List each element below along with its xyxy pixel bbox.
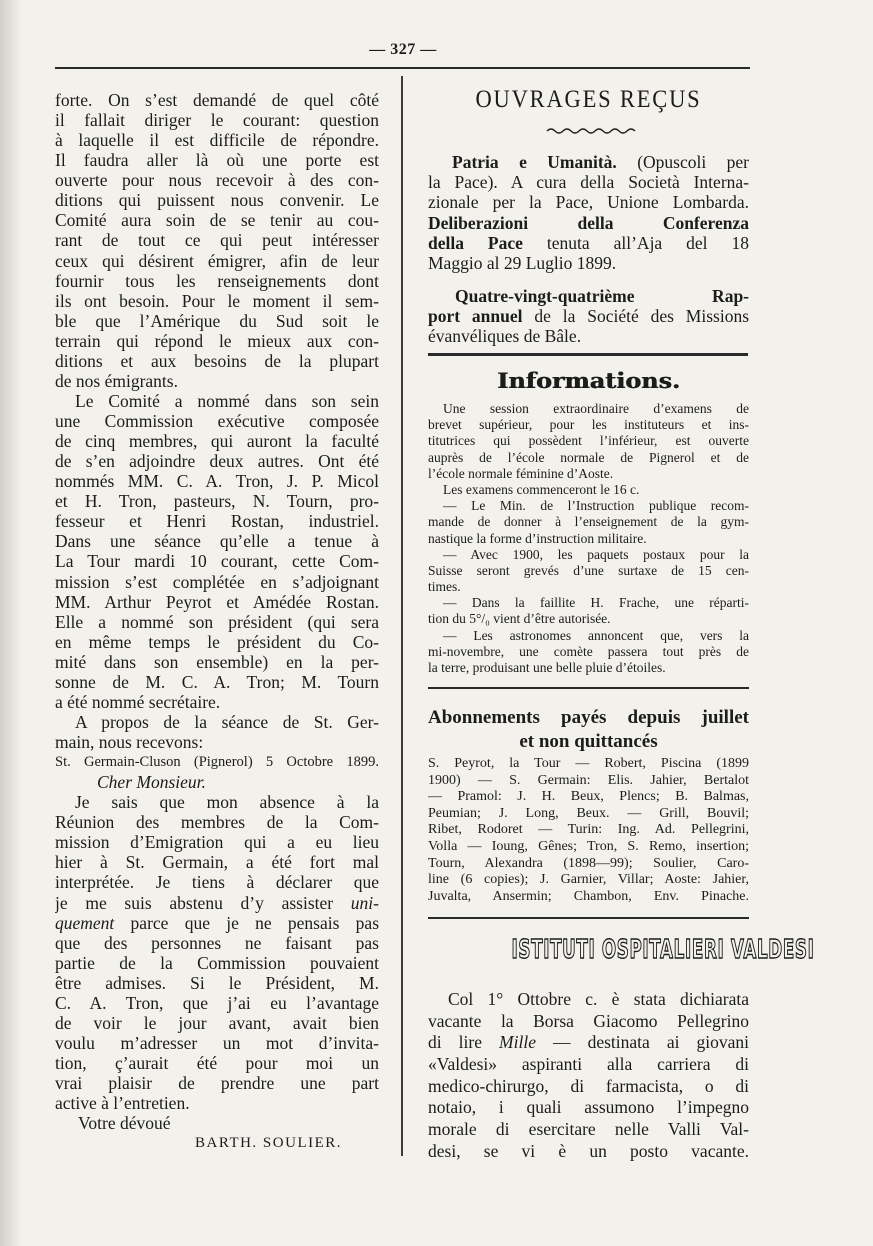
text-line: Une session extraordinaire d’examens de [443, 401, 749, 416]
text-line [55, 913, 379, 933]
bold-text: Patria e Umanità. [452, 152, 617, 172]
heading-text: ISTITUTI OSPITALIERI VALDESI [511, 935, 815, 965]
text-line: sonne de M. C. A. Tron; M. Tourn [55, 671, 379, 692]
letter-closing: Votre dévoué [78, 1113, 171, 1134]
text-line [428, 152, 749, 172]
text-line: Comité aura soin de se tenir au cou- [55, 210, 379, 231]
text-line: — Les astronomes annoncent que, vers la [443, 627, 749, 643]
abonnements-heading [428, 706, 749, 754]
left-column [55, 90, 379, 1153]
text-line: interprétée. Je tiens à déclarer que [55, 872, 379, 893]
news-item [428, 482, 749, 498]
text-line [428, 1032, 749, 1054]
italic-text: Mille [499, 1032, 536, 1053]
text-line: «Valdesi» aspiranti alla carriera di [428, 1054, 749, 1075]
text-line: — Avec 1900, les paquets postaux pour la [443, 546, 749, 562]
text-line: ditions qui puissent nous convenir. Le [55, 190, 379, 211]
news-item [428, 401, 749, 482]
text-line: Peumian; J. Long, Beux. — Grill, Bouvil; [428, 805, 749, 821]
text-line: Juvalta, Ansermin; Chambon, Env. Pinache. [428, 888, 749, 904]
text-line: desi, se vi è un posto vacante. [428, 1140, 749, 1161]
page-number: — 327 — [369, 41, 437, 58]
text-line: mi-novembre, une comète passera tout près de [428, 643, 749, 659]
text-line: mission s’est complétée en s’adjoignant [55, 571, 379, 592]
text-line: Elle a nommé son président (qui sera [55, 611, 379, 632]
heading-line: Abonnements payés depuis juillet [428, 707, 749, 728]
text-line: que des personnes ne faisant pas [55, 932, 379, 953]
text-line: vrai plaisir de prendre une part [55, 1073, 379, 1094]
ouvrages-entry [428, 152, 749, 273]
text-line: titutrices qui possèdent l’inférieur, est ouverte [428, 433, 749, 449]
text-line: de cinq membres, qui auront la faculté [55, 431, 379, 452]
text-line: line (6 copies); J. Garnier, Villar; Aoste: Jahier, [428, 872, 749, 888]
text-segment: — destinata ai giovani [535, 1032, 749, 1053]
article-paragraph [55, 712, 379, 752]
text-line: 1900) — S. Germain: Elis. Jahier, Bertalot [428, 772, 749, 788]
text-line: ditions et aux besoins de la plupart [55, 350, 379, 371]
text-line: nommés MM. C. A. Tron, J. P. Micol [55, 471, 379, 492]
ouvrages-recus-heading [428, 86, 749, 114]
text-line: Volla — Ioung, Gênes; Tron, S. Remo, insertion; [428, 838, 749, 854]
istituti-notice [428, 989, 749, 1163]
text-line: a été nommé secrétaire. [55, 691, 221, 712]
text-line: Il faudra aller là où une porte est [55, 150, 379, 171]
text-line: brevet supérieur, pour les instituteurs et ins- [428, 417, 749, 433]
text-line: forte. On s’est demandé de quel côté [55, 90, 379, 110]
text-line: notaio, i quali assumono l’impegno [428, 1097, 749, 1118]
text-line: — Dans la faillite H. Frache, une réparti- [443, 595, 749, 611]
text-line: ils ont besoin. Pour le moment il sem- [55, 290, 379, 311]
text-line [428, 306, 749, 326]
bold-text: della Pace [428, 232, 523, 253]
section-rule [428, 353, 748, 356]
text-line: de voir le jour avant, avait bien [55, 1012, 379, 1033]
text-line: mité dans son ensemble) en la per- [55, 651, 379, 672]
ouvrages-entry [428, 286, 749, 347]
text-line: ouverte pour nous recevoir à des con- [55, 170, 379, 191]
column-divider [401, 76, 403, 1156]
ornament-divider [545, 124, 640, 136]
text-line: il fallait diriger le courant: question [55, 110, 379, 131]
bold-text: Deliberazioni della Conferenza [428, 212, 749, 233]
bold-text: Quatre-vingt-quatrième Rap- [455, 286, 749, 306]
text-line: mission d’Emigration qui a eu lieu [55, 832, 379, 853]
text-line: l’école normale féminine d’Aoste. [428, 465, 614, 481]
news-item [428, 498, 749, 547]
text-line: à laquelle il est difficile de répondre. [55, 130, 379, 151]
text-line: en même temps le président du Co- [55, 631, 379, 652]
heading-text: OUVRAGES REÇUS [475, 86, 702, 113]
text-line: — Pramol: J. H. Beux, Plencs; B. Balmas, [428, 789, 749, 805]
text-line: MM. Arthur Peyrot et Amédée Rostan. [55, 591, 379, 612]
text-line: fournir tous les renseignements dont [55, 270, 379, 291]
text-line: Réunion des membres de la Com- [55, 812, 379, 833]
text-line: S. Peyrot, la Tour — Robert, Piscina (1899 [428, 756, 749, 771]
heading-line: et non quittancés [519, 731, 658, 752]
text-line: active à l’entretien. [55, 1093, 190, 1114]
italic-text: quement [55, 912, 115, 933]
text-line: medico-chirurgo, di farmacista, o di [428, 1075, 749, 1096]
text-line: morale di esercitare nelle Valli Val- [428, 1119, 749, 1140]
text-line: voulu m’adresser un mot d’invita- [55, 1032, 379, 1053]
text-line: être admises. Si le Président, M. [55, 972, 379, 993]
text-line: Maggio al 29 Luglio 1899. [428, 252, 617, 273]
informations-section [428, 401, 749, 676]
text-line: auprès de l’école normale de Pignerol et de [428, 449, 749, 465]
text-line: ble que l’Amérique du Sud soit le [55, 310, 379, 331]
letter-signature: BARTH. SOULIER. [195, 1135, 343, 1152]
text-line: times. [428, 579, 461, 595]
news-item [428, 547, 749, 596]
text-segment: di lire [428, 1032, 500, 1053]
text-line [428, 213, 749, 233]
letter-salutation: Cher Monsieur. [97, 772, 206, 793]
header-rule [55, 67, 750, 69]
text-line: Les examens commenceront le 16 c. [443, 481, 640, 497]
text-line: la terre, produisant une belle pluie d’étoiles. [428, 660, 666, 675]
text-line: de nos émigrants. [55, 370, 178, 391]
text-segment: de la Société des Missions [522, 306, 749, 327]
section-rule [428, 687, 749, 689]
news-item [428, 595, 749, 627]
text-line: fesseur et Henri Rostan, industriel. [55, 511, 379, 532]
scan-edge-shadow [0, 0, 22, 1246]
text-line: main, nous recevons: [55, 732, 204, 752]
abonnements-list [428, 756, 749, 905]
text-line: nastique la forme d’instruction militaire. [428, 530, 647, 546]
text-segment: je me suis abstenu d’y assister [55, 892, 351, 913]
text-line: Dans une séance qu’elle a tenue à [55, 531, 379, 552]
text-line: tion du 5°/₀ vient d’être autorisée. [428, 611, 611, 627]
text-segment: parce que je ne pensais pas [114, 912, 379, 933]
text-line: ceux qui désirent émigrer, afin de leur [55, 250, 379, 271]
text-line: Le Comité a nommé dans son sein [75, 390, 379, 411]
text-line: évanvéliques de Bâle. [428, 326, 582, 347]
text-line: mande de donner à l’enseignement de la gym- [428, 514, 749, 530]
text-line: Suisse seront grevés d’une surtaxe de 15 cen- [428, 562, 749, 578]
text-line: La Tour mardi 10 courant, cette Com- [55, 551, 379, 572]
text-line: et H. Tron, pasteurs, N. Tourn, pro- [55, 491, 379, 512]
text-line [55, 893, 379, 913]
text-line: terrain qui répond le mieux aux con- [55, 330, 379, 351]
italic-text: uni- [350, 892, 379, 913]
section-rule [428, 917, 749, 919]
text-line: zionale per la Pace, Unione Lombarda. [428, 192, 749, 213]
text-line: C. A. Tron, que j’ai eu l’avantage [55, 992, 379, 1013]
text-line: vacante la Borsa Giacomo Pellegrino [428, 1010, 749, 1031]
istituti-heading [428, 935, 815, 965]
text-line: la Pace). A cura della Società Interna- [428, 172, 749, 193]
letter-body [55, 792, 379, 1113]
text-segment: (Opuscoli per [616, 152, 749, 172]
heading-text: Informations. [496, 368, 680, 393]
bold-text: port annuel [428, 306, 523, 327]
text-line: hier à St. Germain, a été fort mal [55, 852, 379, 873]
text-segment: tenuta all’Aja del 18 [522, 232, 749, 253]
text-line: Tourn, Alexandra (1898—99); Soulier, Caro- [428, 855, 749, 871]
text-line: partie de la Commission pouvaient [55, 952, 379, 973]
text-line: Je sais que mon absence à la [75, 792, 379, 813]
informations-heading [428, 368, 749, 394]
text-line [428, 233, 749, 253]
letter-dateline: St. Germain-Cluson (Pignerol) 5 Octobre 1899. [55, 754, 379, 771]
text-line [428, 286, 749, 306]
article-paragraph [55, 391, 379, 712]
text-line: rant de tout ce qui peut intéresser [55, 230, 379, 251]
text-line: A propos de la séance de St. Ger- [75, 711, 379, 732]
text-line: — Le Min. de l’Instruction publique recom- [443, 498, 749, 514]
text-line: Col 1° Ottobre c. è stata dichiarata [448, 989, 749, 1009]
text-line: de s’en adjoindre deux autres. Ont été [55, 451, 379, 472]
news-item [428, 628, 749, 677]
text-line: une Commission exécutive composée [55, 411, 379, 431]
article-paragraph [55, 90, 379, 391]
text-line: tion, ç’aurait été pour moi un [55, 1053, 379, 1073]
text-line: Ribet, Rodoret — Turin: Ing. Ad. Pellegrini, [428, 822, 749, 838]
